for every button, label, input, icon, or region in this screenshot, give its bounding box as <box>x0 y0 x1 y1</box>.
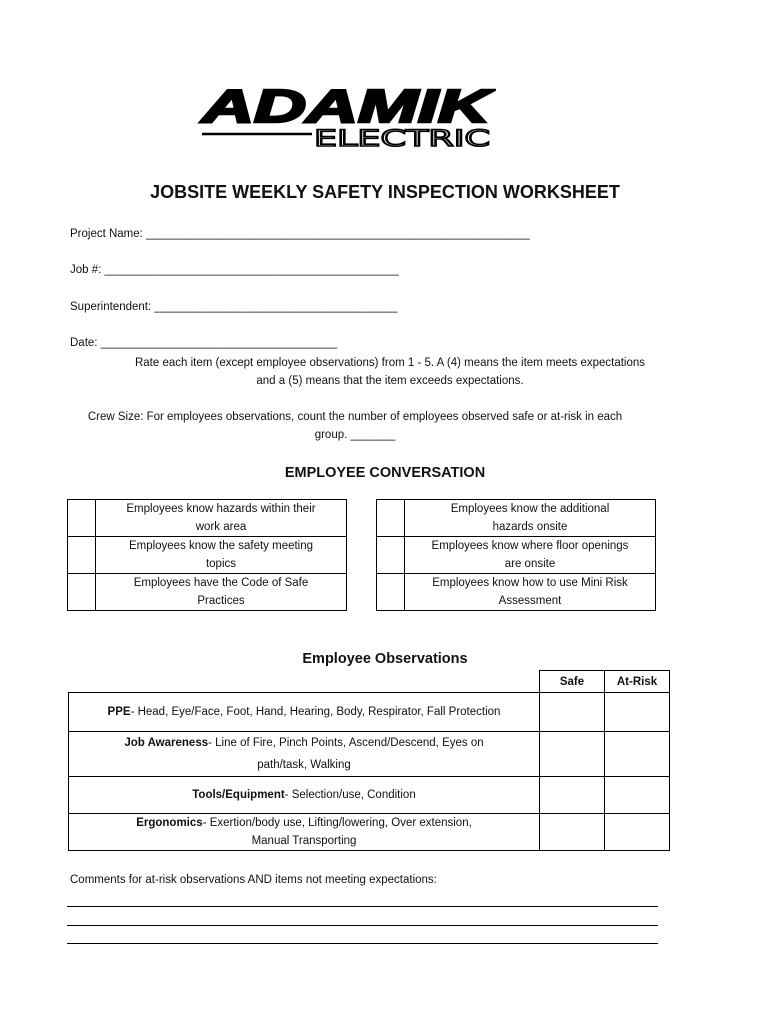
item-line: Employees have the Code of Safe <box>133 577 309 589</box>
crew-size-instructions <box>30 408 680 444</box>
observation-text: - Selection/use, Condition <box>284 789 416 801</box>
employee-observations-heading: Employee Observations <box>302 651 468 667</box>
observation-text-2: Manual Transporting <box>251 835 357 847</box>
item-line: Employees know hazards within their <box>126 503 316 515</box>
conversation-table-right <box>376 499 656 611</box>
conversation-item <box>405 537 656 574</box>
observation-label: Ergonomics <box>136 817 203 829</box>
observation-description <box>69 732 540 777</box>
conversation-table-left <box>67 499 347 611</box>
observation-description <box>69 814 540 851</box>
conversation-item <box>405 500 656 537</box>
rating-instructions <box>70 354 710 390</box>
project-name-field[interactable]: Project Name: ____________________________________________________________ <box>70 228 530 240</box>
item-line: hazards onsite <box>492 521 568 533</box>
item-line: topics <box>205 558 237 570</box>
header-spacer <box>69 671 540 693</box>
item-line: Employees know the additional <box>450 503 610 515</box>
observation-row-tools-equipment <box>69 777 670 814</box>
conversation-item <box>96 500 347 537</box>
safe-count-cell[interactable] <box>540 732 605 777</box>
observations-header-row <box>69 671 670 693</box>
safe-count-cell[interactable] <box>540 693 605 732</box>
comment-line-2[interactable] <box>67 925 658 926</box>
rating-box[interactable] <box>68 537 96 574</box>
conversation-row <box>377 500 656 537</box>
conversation-row <box>68 500 347 537</box>
conversation-row <box>68 574 347 611</box>
conversation-item <box>96 574 347 611</box>
crew-line-1: Crew Size: For employees observations, count the number of employees observed safe or at-risk in each <box>87 411 623 423</box>
conversation-row <box>377 574 656 611</box>
superintendent-field[interactable]: Superintendent: ______________________________________ <box>70 301 398 313</box>
observation-row-job-awareness <box>69 732 670 777</box>
rating-box[interactable] <box>377 574 405 611</box>
item-line: Assessment <box>498 595 562 607</box>
observation-description <box>69 777 540 814</box>
rating-box[interactable] <box>68 500 96 537</box>
item-line: Employees know how to use Mini Risk <box>432 577 628 589</box>
conversation-row <box>377 537 656 574</box>
page-title: JOBSITE WEEKLY SAFETY INSPECTION WORKSHEET <box>150 182 620 202</box>
item-line: work area <box>195 521 247 533</box>
job-number-field[interactable]: Job #: ______________________________________________ <box>70 264 399 276</box>
date-field[interactable]: Date: _____________________________________ <box>70 337 338 349</box>
observation-label: PPE <box>107 706 131 718</box>
observation-label: Job Awareness <box>124 737 209 749</box>
conversation-row <box>68 537 347 574</box>
observation-description <box>69 693 540 732</box>
conversation-item <box>405 574 656 611</box>
item-line: Employees know where floor openings <box>431 540 629 552</box>
rating-box[interactable] <box>377 500 405 537</box>
employee-conversation-heading: EMPLOYEE CONVERSATION <box>284 465 486 481</box>
at-risk-column-header: At-Risk <box>605 671 670 693</box>
item-line: Employees know the safety meeting <box>128 540 314 552</box>
rating-box[interactable] <box>68 574 96 611</box>
comments-label: Comments for at-risk observations AND items not meeting expectations: <box>70 874 437 886</box>
at-risk-count-cell[interactable] <box>605 693 670 732</box>
observation-text: - Exertion/body use, Lifting/lowering, Over extension, <box>202 817 472 829</box>
logo-name: ADAMIK <box>200 86 495 132</box>
observation-row-ppe <box>69 693 670 732</box>
rating-box[interactable] <box>377 537 405 574</box>
company-logo <box>196 86 496 150</box>
safe-count-cell[interactable] <box>540 777 605 814</box>
observation-text-2: path/task, Walking <box>257 759 351 771</box>
item-line: Practices <box>197 595 245 607</box>
at-risk-count-cell[interactable] <box>605 777 670 814</box>
comment-line-1[interactable] <box>67 906 658 907</box>
observation-label: Tools/Equipment <box>192 789 285 801</box>
conversation-item <box>96 537 347 574</box>
item-line: are onsite <box>504 558 556 570</box>
observation-row-ergonomics <box>69 814 670 851</box>
at-risk-count-cell[interactable] <box>605 732 670 777</box>
crew-line-2[interactable]: group. _______ <box>314 429 396 441</box>
at-risk-count-cell[interactable] <box>605 814 670 851</box>
safe-column-header: Safe <box>540 671 605 693</box>
rating-line-2: and a (5) means that the item exceeds expectations. <box>256 375 524 387</box>
safe-count-cell[interactable] <box>540 814 605 851</box>
observation-text: - Line of Fire, Pinch Points, Ascend/Descend, Eyes on <box>208 737 484 749</box>
observations-table <box>68 670 670 851</box>
comment-line-3[interactable] <box>67 943 658 944</box>
logo-sub: ELECTRIC <box>314 127 490 150</box>
observation-text: - Head, Eye/Face, Foot, Hand, Hearing, Body, Respirator, Fall Protection <box>130 706 501 718</box>
rating-line-1: Rate each item (except employee observations) from 1 - 5. A (4) means the item meets expectations <box>134 357 646 369</box>
